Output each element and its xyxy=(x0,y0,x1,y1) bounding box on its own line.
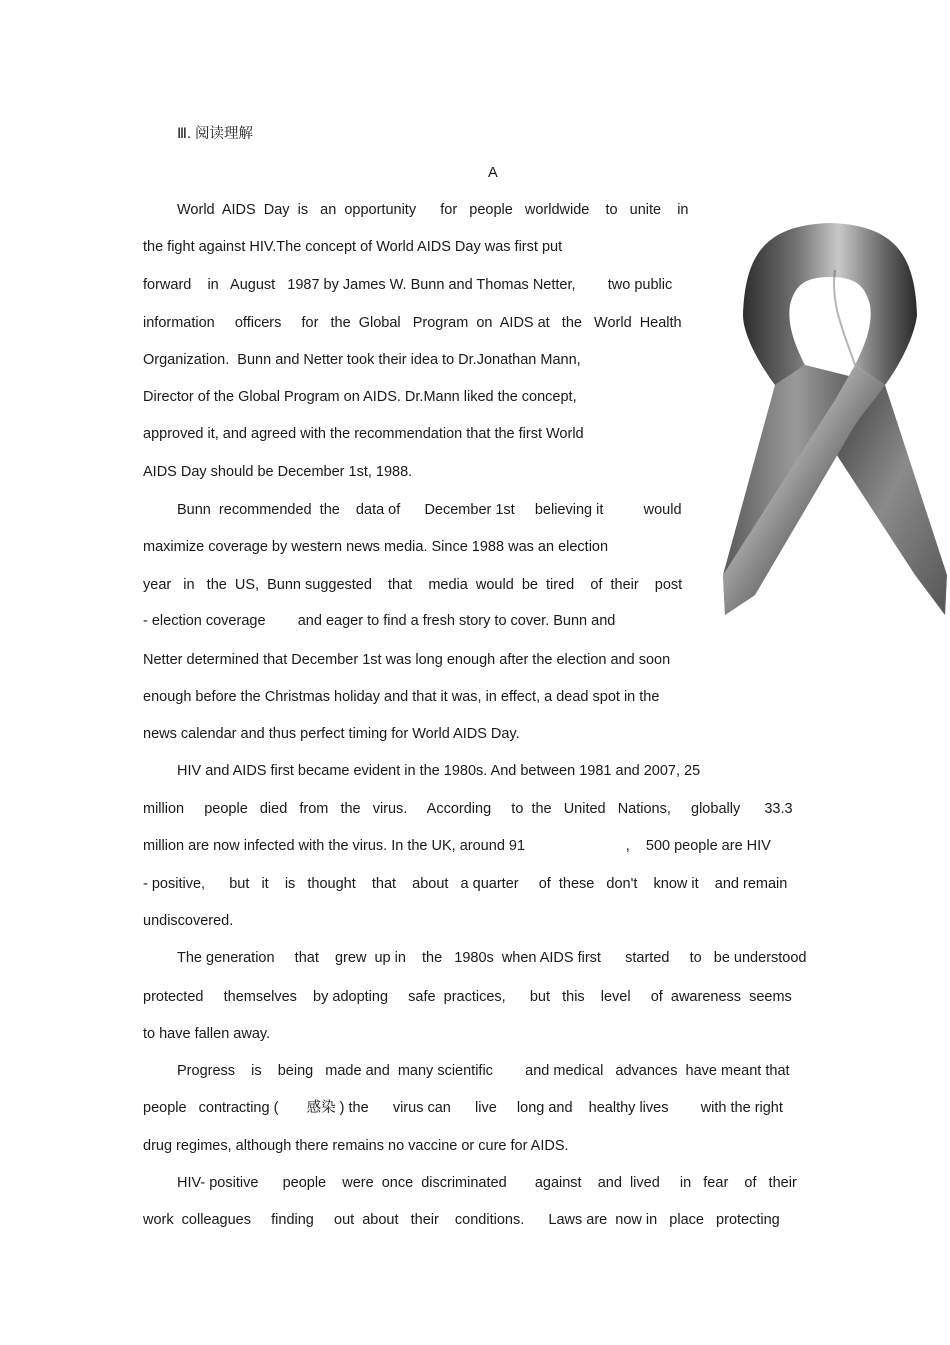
passage-line: - positive, but it is thought that about a quarter of these don't know it and remain xyxy=(143,876,788,892)
passage-line: Director of the Global Program on AIDS. Dr.Mann liked the concept, xyxy=(143,389,577,405)
passage-line: HIV- positive people were once discriminated against and lived in fear of their xyxy=(177,1175,797,1191)
passage-line: - election coverage and eager to find a fresh story to cover. Bunn and xyxy=(143,613,616,629)
passage-line: Bunn recommended the data of December 1st believing it would xyxy=(177,502,682,518)
passage-line: to have fallen away. xyxy=(143,1026,271,1042)
section-heading: Ⅲ. 阅读理解 xyxy=(177,126,254,142)
passage-line: million are now infected with the virus. In the UK, around 91 , 500 people are HIV xyxy=(143,838,771,854)
passage-line: undiscovered. xyxy=(143,913,234,929)
passage-line: protected themselves by adopting safe practices, but this level of awareness seems xyxy=(143,989,792,1005)
passage-line: million people died from the virus. According to the United Nations, globally 33.3 xyxy=(143,801,793,817)
awareness-ribbon-icon xyxy=(715,215,950,620)
passage-line: World AIDS Day is an opportunity for people worldwide to unite in xyxy=(177,202,689,218)
passage-line: HIV and AIDS first became evident in the 1980s. And between 1981 and 2007, 25 xyxy=(177,763,701,779)
passage-line: news calendar and thus perfect timing for World AIDS Day. xyxy=(143,726,520,742)
passage-line: The generation that grew up in the 1980s when AIDS first started to be understood xyxy=(177,950,807,966)
passage-line: drug regimes, although there remains no vaccine or cure for AIDS. xyxy=(143,1138,569,1154)
passage-line: work colleagues finding out about their conditions. Laws are now in place protecting xyxy=(143,1212,780,1228)
passage-line: Organization. Bunn and Netter took their idea to Dr.Jonathan Mann, xyxy=(143,352,581,368)
passage-line: the fight against HIV.The concept of World AIDS Day was first put xyxy=(143,239,563,255)
passage-line: forward in August 1987 by James W. Bunn and Thomas Netter, two public xyxy=(143,277,673,293)
passage-line: AIDS Day should be December 1st, 1988. xyxy=(143,464,413,480)
passage-line: year in the US, Bunn suggested that media would be tired of their post xyxy=(143,577,683,593)
passage-line: information officers for the Global Program on AIDS at the World Health xyxy=(143,315,682,331)
passage-line: enough before the Christmas holiday and that it was, in effect, a dead spot in the xyxy=(143,689,660,705)
passage-title: A xyxy=(488,165,498,181)
passage-line: people contracting ( 感染 ) the virus can live long and healthy lives with the right xyxy=(143,1100,783,1116)
passage-line: maximize coverage by western news media. Since 1988 was an election xyxy=(143,539,609,555)
passage-line: Netter determined that December 1st was long enough after the election and soon xyxy=(143,652,671,668)
passage-line: Progress is being made and many scientific and medical advances have meant that xyxy=(177,1063,790,1079)
passage-line: approved it, and agreed with the recommendation that the first World xyxy=(143,426,584,442)
